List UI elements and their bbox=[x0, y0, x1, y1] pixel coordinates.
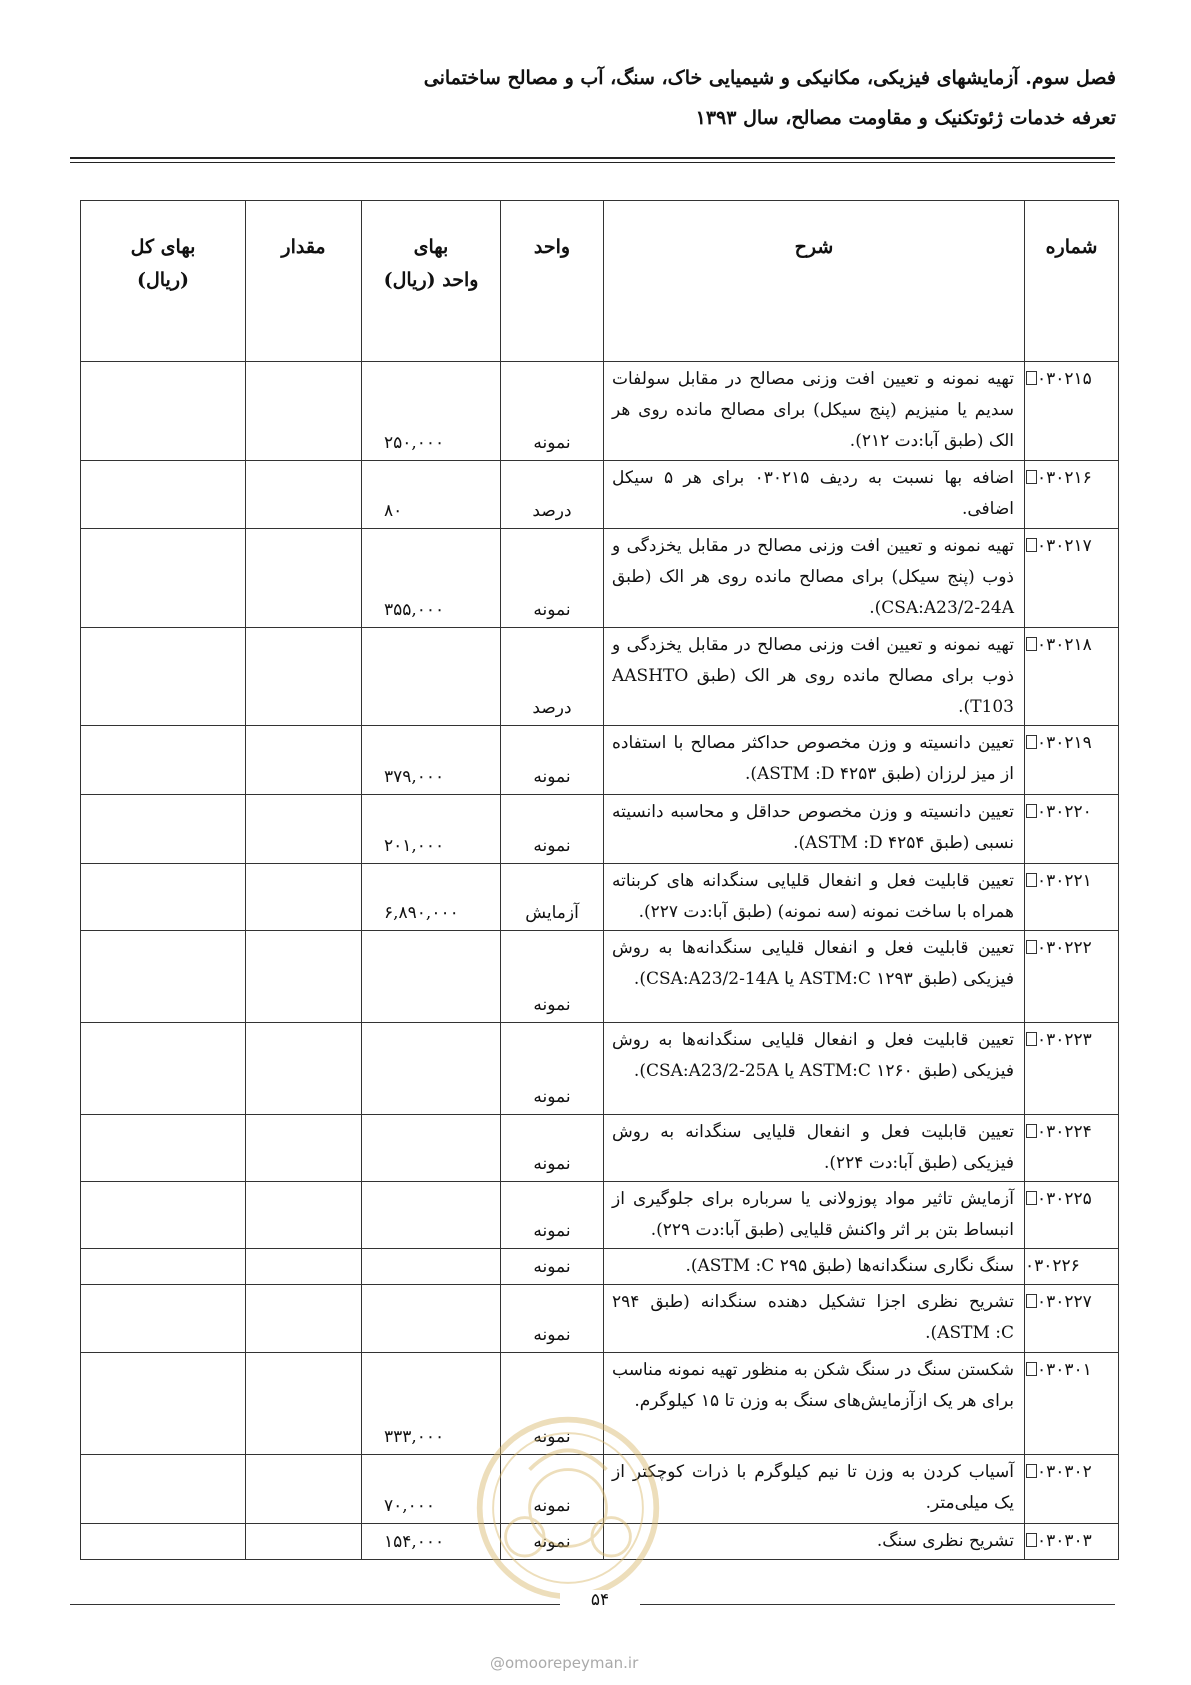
row-total bbox=[81, 362, 246, 461]
col-header-code: شماره bbox=[1025, 201, 1119, 362]
seal-watermark-icon bbox=[472, 1412, 664, 1604]
row-qty bbox=[246, 931, 362, 1023]
row-desc: تعیین قابلیت فعل و انفعال قلیایی سنگدانه‌ها به روش فیزیکی (طبق ۱۲۹۳ ASTM:C یا CSA:A23/2-14A). bbox=[604, 931, 1025, 1023]
row-unit: نمونه bbox=[501, 1524, 604, 1560]
row-desc: تعیین دانسیته و وزن مخصوص حداکثر مصالح با استفاده از میز لرزان (طبق ASTM :D ۴۲۵۳). bbox=[604, 726, 1025, 795]
row-total bbox=[81, 461, 246, 529]
table-row bbox=[81, 362, 1119, 461]
row-desc: تعیین دانسیته و وزن مخصوص حداقل و محاسبه دانسیته نسبی (طبق ASTM :D ۴۲۵۴). bbox=[604, 795, 1025, 864]
col-header-unit-price bbox=[362, 201, 501, 362]
row-code: ۰۳۰۲۱۵ bbox=[1025, 362, 1119, 461]
header-rule-thick bbox=[70, 157, 1115, 159]
row-code: ۰۳۰۲۱۶ bbox=[1025, 461, 1119, 529]
row-total bbox=[81, 1115, 246, 1182]
row-total bbox=[81, 1249, 246, 1285]
tariff-title: تعرفه خدمات ژئوتکنیک و مقاومت مصالح، سال ۱۳۹۳ bbox=[695, 107, 1116, 129]
row-unit: آزمایش bbox=[501, 864, 604, 931]
table-row bbox=[81, 726, 1119, 795]
row-unit-price bbox=[362, 931, 501, 1023]
table-row bbox=[81, 931, 1119, 1023]
row-unit-price bbox=[362, 1285, 501, 1353]
table-row bbox=[81, 1285, 1119, 1353]
row-qty bbox=[246, 726, 362, 795]
checkbox-glyph-icon bbox=[1026, 735, 1037, 749]
row-qty bbox=[246, 864, 362, 931]
checkbox-glyph-icon bbox=[1026, 804, 1037, 818]
checkbox-glyph-icon bbox=[1026, 1124, 1037, 1138]
checkbox-glyph-icon bbox=[1026, 1362, 1037, 1376]
row-unit-price: ۳۵۵,۰۰۰ bbox=[362, 529, 501, 628]
row-unit: نمونه bbox=[501, 1353, 604, 1455]
row-desc: تهیه نمونه و تعیین افت وزنی مصالح در مقابل سولفات سدیم یا منیزیم (پنج سیکل) برای مصالح مانده روی هر الک (طبق آبا:دت ۲۱۲). bbox=[604, 362, 1025, 461]
col-header-total bbox=[81, 201, 246, 362]
row-qty bbox=[246, 1455, 362, 1524]
unit-price-line1: بهای bbox=[413, 236, 449, 258]
table-body bbox=[81, 362, 1119, 1560]
tariff-table bbox=[80, 200, 1119, 1560]
checkbox-glyph-icon bbox=[1026, 873, 1037, 887]
total-line2: (ریال) bbox=[136, 269, 190, 291]
row-qty bbox=[246, 461, 362, 529]
row-qty bbox=[246, 362, 362, 461]
row-unit-price: ۱۵۴,۰۰۰ bbox=[362, 1524, 501, 1560]
checkbox-glyph-icon bbox=[1026, 470, 1037, 484]
row-total bbox=[81, 1182, 246, 1249]
row-code: ۰۳۰۲۱۸ bbox=[1025, 628, 1119, 726]
checkbox-glyph-icon bbox=[1026, 1032, 1037, 1046]
row-qty bbox=[246, 628, 362, 726]
row-qty bbox=[246, 1353, 362, 1455]
checkbox-glyph-icon bbox=[1026, 1294, 1037, 1308]
col-header-qty: مقدار bbox=[246, 201, 362, 362]
checkbox-glyph-icon bbox=[1026, 1464, 1037, 1478]
row-qty bbox=[246, 1249, 362, 1285]
row-unit-price: ۶,۸۹۰,۰۰۰ bbox=[362, 864, 501, 931]
row-total bbox=[81, 1023, 246, 1115]
row-unit: نمونه bbox=[501, 529, 604, 628]
row-code: ۰۳۰۲۲۷ bbox=[1025, 1285, 1119, 1353]
row-desc: سنگ نگاری سنگدانه‌ها (طبق ۲۹۵ ASTM :C). bbox=[604, 1249, 1025, 1285]
row-unit: نمونه bbox=[501, 1249, 604, 1285]
row-code: ۰۳۰۲۲۰ bbox=[1025, 795, 1119, 864]
row-desc: تشریح نظری سنگ. bbox=[604, 1524, 1025, 1560]
col-header-unit: واحد bbox=[501, 201, 604, 362]
site-watermark: @omoorepeyman.ir bbox=[490, 1654, 639, 1672]
table-row bbox=[81, 529, 1119, 628]
row-total bbox=[81, 1285, 246, 1353]
row-code: ۰۳۰۲۲۶ bbox=[1025, 1249, 1119, 1285]
table-row bbox=[81, 1023, 1119, 1115]
checkbox-glyph-icon bbox=[1026, 1533, 1037, 1547]
row-code: ۰۳۰۲۲۲ bbox=[1025, 931, 1119, 1023]
col-header-desc: شرح bbox=[604, 201, 1025, 362]
row-desc: تهیه نمونه و تعیین افت وزنی مصالح در مقابل یخزدگی و ذوب (پنج سیکل) برای مصالح مانده روی هر الک (طبق CSA:A23/2-24A). bbox=[604, 529, 1025, 628]
row-code: ۰۳۰۲۲۴ bbox=[1025, 1115, 1119, 1182]
row-desc: اضافه بها نسبت به ردیف ۰۳۰۲۱۵ برای هر ۵ سیکل اضافی. bbox=[604, 461, 1025, 529]
row-total bbox=[81, 795, 246, 864]
row-unit-price bbox=[362, 628, 501, 726]
row-total bbox=[81, 529, 246, 628]
table-row bbox=[81, 1115, 1119, 1182]
row-unit: درصد bbox=[501, 461, 604, 529]
row-code: ۰۳۰۲۱۹ bbox=[1025, 726, 1119, 795]
row-code: ۰۳۰۳۰۲ bbox=[1025, 1455, 1119, 1524]
row-desc: تشریح نظری اجزا تشکیل دهنده سنگدانه (طبق ۲۹۴ ASTM :C). bbox=[604, 1285, 1025, 1353]
row-unit-price: ۷۰,۰۰۰ bbox=[362, 1455, 501, 1524]
row-unit: نمونه bbox=[501, 1455, 604, 1524]
checkbox-glyph-icon bbox=[1026, 1191, 1037, 1205]
row-desc: شکستن سنگ در سنگ شکن به منظور تهیه نمونه مناسب برای هر یک ازآزمایش‌های سنگ به وزن تا ۱۵ کیلوگرم. bbox=[604, 1353, 1025, 1455]
table-row bbox=[81, 1249, 1119, 1285]
table-row bbox=[81, 628, 1119, 726]
row-unit: نمونه bbox=[501, 1285, 604, 1353]
row-code: ۰۳۰۲۲۳ bbox=[1025, 1023, 1119, 1115]
row-qty bbox=[246, 1182, 362, 1249]
total-line1: بهای کل bbox=[130, 236, 196, 258]
row-desc: تعیین قابلیت فعل و انفعال قلیایی سنگدانه‌ها به روش فیزیکی (طبق ۱۲۶۰ ASTM:C یا CSA:A23/2-25A). bbox=[604, 1023, 1025, 1115]
checkbox-glyph-icon bbox=[1026, 538, 1037, 552]
row-unit: نمونه bbox=[501, 1023, 604, 1115]
page-number: ۵۴ bbox=[560, 1590, 640, 1610]
table-header-row bbox=[81, 201, 1119, 362]
row-total bbox=[81, 931, 246, 1023]
header-rule-thin bbox=[70, 162, 1115, 163]
page-header bbox=[424, 58, 1116, 138]
row-unit-price bbox=[362, 1115, 501, 1182]
row-unit-price bbox=[362, 1182, 501, 1249]
row-total bbox=[81, 864, 246, 931]
row-total bbox=[81, 1353, 246, 1455]
row-qty bbox=[246, 1023, 362, 1115]
table-row bbox=[81, 1182, 1119, 1249]
row-qty bbox=[246, 795, 362, 864]
row-unit-price bbox=[362, 1249, 501, 1285]
row-code: ۰۳۰۲۲۵ bbox=[1025, 1182, 1119, 1249]
row-unit: نمونه bbox=[501, 726, 604, 795]
row-desc: تعیین قابلیت فعل و انفعال قلیایی سنگدانه های کربناته همراه با ساخت نمونه (سه نمونه) (طبق آبا:دت ۲۲۷). bbox=[604, 864, 1025, 931]
unit-price-line2: واحد (ریال) bbox=[383, 269, 479, 291]
row-unit: نمونه bbox=[501, 1115, 604, 1182]
chapter-title: فصل سوم. آزمایشهای فیزیکی، مکانیکی و شیمیایی خاک، سنگ، آب و مصالح ساختمانی bbox=[423, 67, 1116, 89]
row-total bbox=[81, 1455, 246, 1524]
row-qty bbox=[246, 529, 362, 628]
checkbox-glyph-icon bbox=[1026, 637, 1037, 651]
row-desc: آسیاب کردن به وزن تا نیم کیلوگرم با ذرات کوچکتر از یک میلی‌متر. bbox=[604, 1455, 1025, 1524]
row-unit-price: ۸۰ bbox=[362, 461, 501, 529]
row-qty bbox=[246, 1115, 362, 1182]
table-row bbox=[81, 864, 1119, 931]
row-desc: آزمایش تاثیر مواد پوزولانی یا سرباره برای جلوگیری از انبساط بتن بر اثر واکنش قلیایی (طبق آبا:دت ۲۲۹). bbox=[604, 1182, 1025, 1249]
checkbox-glyph-icon bbox=[1026, 371, 1037, 385]
table-row bbox=[81, 795, 1119, 864]
row-unit-price: ۳۷۹,۰۰۰ bbox=[362, 726, 501, 795]
row-qty bbox=[246, 1524, 362, 1560]
row-unit: نمونه bbox=[501, 931, 604, 1023]
row-desc: تهیه نمونه و تعیین افت وزنی مصالح در مقابل یخزدگی و ذوب برای مصالح مانده روی هر الک (طبق AASHTO T103). bbox=[604, 628, 1025, 726]
row-qty bbox=[246, 1285, 362, 1353]
row-unit: نمونه bbox=[501, 362, 604, 461]
row-code: ۰۳۰۲۲۱ bbox=[1025, 864, 1119, 931]
table-row bbox=[81, 461, 1119, 529]
row-code: ۰۳۰۳۰۱ bbox=[1025, 1353, 1119, 1455]
row-unit: درصد bbox=[501, 628, 604, 726]
row-total bbox=[81, 1524, 246, 1560]
row-desc: تعیین قابلیت فعل و انفعال قلیایی سنگدانه به روش فیزیکی (طبق آبا:دت ۲۲۴). bbox=[604, 1115, 1025, 1182]
row-unit-price: ۲۰۱,۰۰۰ bbox=[362, 795, 501, 864]
row-total bbox=[81, 726, 246, 795]
row-code: ۰۳۰۲۱۷ bbox=[1025, 529, 1119, 628]
row-unit-price: ۳۳۳,۰۰۰ bbox=[362, 1353, 501, 1455]
checkbox-glyph-icon bbox=[1026, 940, 1037, 954]
row-unit-price: ۲۵۰,۰۰۰ bbox=[362, 362, 501, 461]
row-total bbox=[81, 628, 246, 726]
row-code: ۰۳۰۳۰۳ bbox=[1025, 1524, 1119, 1560]
row-unit-price bbox=[362, 1023, 501, 1115]
row-unit: نمونه bbox=[501, 1182, 604, 1249]
row-unit: نمونه bbox=[501, 795, 604, 864]
